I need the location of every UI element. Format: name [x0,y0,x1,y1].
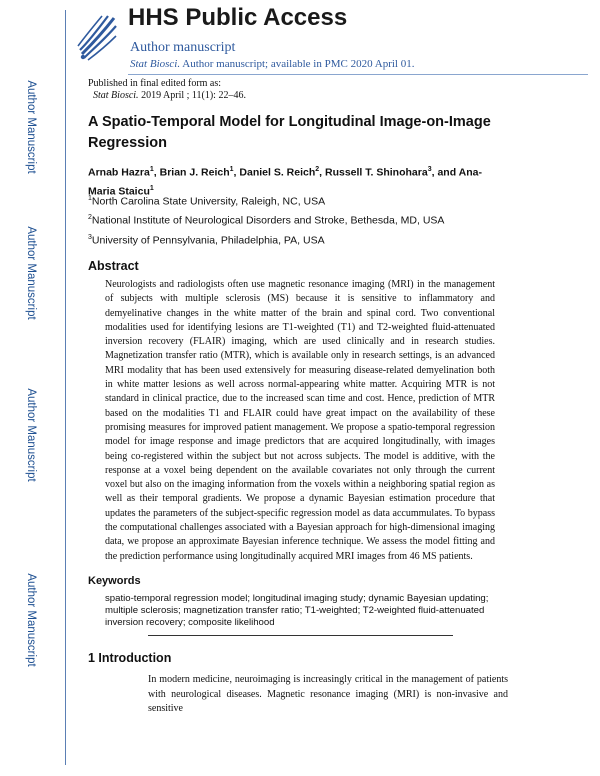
availability-note [130,58,414,70]
affiliation-text: North Carolina State University, Raleigh, NC, USA [91,195,326,208]
author-name: Brian J. Reich [159,166,230,179]
sidebar-label: Author Manuscript [25,573,37,667]
hhs-public-access-title: HHS Public Access [128,4,348,31]
author-affiliation-marker: 1 [149,166,154,173]
sidebar-label: Author Manuscript [25,80,37,174]
sidebar-label: Author Manuscript [25,388,37,482]
affiliation-number: 2 [88,214,92,221]
availability-text: Author manuscript; available in PMC 2020 April 01. [182,58,415,70]
citation-line [93,90,246,101]
sidebar-label: Author Manuscript [25,226,37,320]
author-manuscript-sidebar [0,0,60,776]
author-list: Arnab Hazra$^1$, Brian J. Reich$^1$, Daniel S. Reich$^2$, Russell T. Shinohara$^3$, and Ana-Maria Staicu$^1$ [88,166,482,197]
author-name: Arnab Hazra [88,166,150,179]
article-title: A Spatio-Temporal Model for Longitudinal Image-on-Image Regression [88,114,491,151]
author-manuscript-subtitle: Author manuscript [130,40,236,55]
affiliation-text: University of Pennsylvania, Philadelphia, PA, USA [91,234,325,247]
author-affiliation-marker: 1 [229,166,234,173]
keywords-list: spatio-temporal regression model; longitudinal imaging study; dynamic Bayesian updating; multiple sclerosis; magnetization transfer ratio; T1-weighted; T2-weighted fluid-attenuated inversion recovery; composite likelihood [105,593,489,628]
affiliation-number: 1 [88,195,92,202]
published-in-label: Published in final edited form as: [88,78,222,89]
introduction-body: In modern medicine, neuroimaging is increasingly critical in the management of patients with neurological diseases. Magnetic resonance imaging (MRI) is non-invasive and sensitive [148,674,508,714]
banner-divider [128,74,588,75]
keywords-divider [148,635,453,636]
citation-details: 2019 April ; 11(1): 22–46. [141,90,246,101]
affiliation [88,195,325,208]
introduction-heading: 1 Introduction [88,651,172,665]
abstract-body: Neurologists and radiologists often use magnetic resonance imaging (MRI) in the management of subjects with multiple sclerosis (MS) because it is sensitive to inflammatory and demyelinative changes in the white matter of the brain and spinal cord. Two conventional modalities used for identifying lesions are T1-weighted (T1) and T2-weighted fluid-attenuated inversion recovery (FLAIR) imaging, which are used clinically and in research studies. Magnetization transfer ratio (MTR), which is available only in research settings, is an advanced MRI modality that has been used extensively for measuring disease-related demyelination both in white matter lesions as well across normal-appearing white matter. Acquiring MTR is not standard in clinical practice, due to the increased scan time and cost. Hence, prediction of MTR based on the modalities T1 and FLAIR could have great impact on the availability of these promising measures for improved patient management. We propose a spatio-temporal regression model for image response and image predictors that are acquired longitudinally, with images being co-registered within the subject but not across subjects. The model is additive, with the response at a voxel being dependent on the available covariates not only through the current voxel but also on the imaging information from the voxels within a neighboring spatial region as well as their temporal gradients. We propose a dynamic Bayesian estimation procedure that updates the parameters of the subject-specific regression model as data accummulates. To bypass the computational challenges associated with a Bayesian approach for high-dimensional imaging data, we propose an approximate Bayesian inference technique. We assess the model fitting and the prediction performance using longitudinally acquired MRI images from 46 MS patients. [105,279,495,562]
citation-journal: Stat Biosci. [93,90,139,101]
sidebar-divider [65,10,66,765]
author-affiliation-marker: 2 [315,166,320,173]
hhs-eagle-logo-icon [74,10,120,66]
keywords-heading: Keywords [88,575,141,587]
author-name: Russell T. Shinohara [325,166,428,179]
affiliation-number: 3 [88,234,92,241]
author-name: Daniel S. Reich [239,166,316,179]
author-affiliation-marker: 1 [149,184,154,192]
affiliation [88,214,444,227]
affiliation-text: National Institute of Neurological Disorders and Stroke, Bethesda, MD, USA [91,214,445,227]
author-affiliation-marker: 3 [427,166,432,173]
abstract-heading: Abstract [88,259,139,273]
affiliation [88,234,325,247]
journal-abbrev: Stat Biosci. [130,58,181,70]
author-name: Ana-Maria Staicu [88,166,482,197]
